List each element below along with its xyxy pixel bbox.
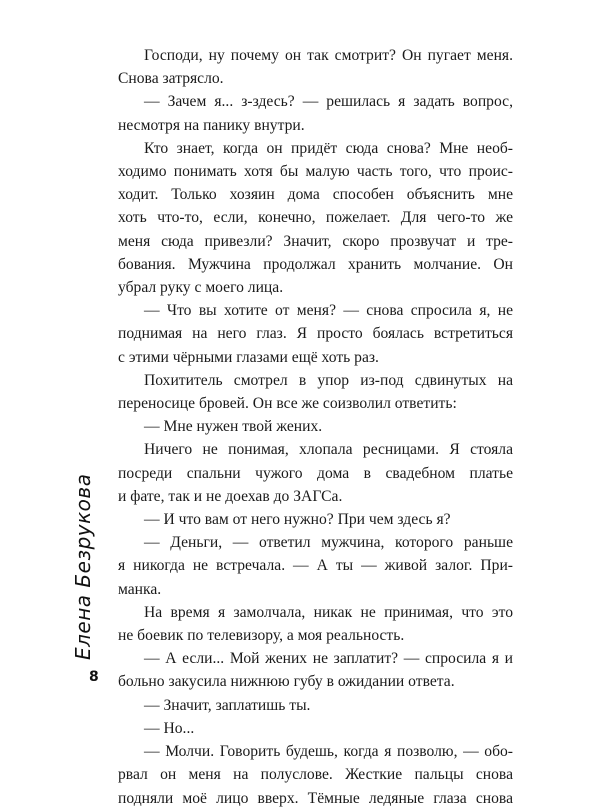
text-line: — А если... Мой жених не заплатит? — спросила я и: [144, 650, 513, 668]
text-line: подняли моё лицо вверх. Тёмные ледяные глаза снова: [118, 789, 513, 807]
text-line: — И что вам от него нужно? При чем здесь я?: [144, 511, 451, 529]
text-line: поднимая на него глаз. Я просто боялась встретиться: [118, 325, 513, 343]
text-line: — Значит, заплатишь ты.: [144, 696, 311, 714]
text-line: Похититель смотрел в упор из-под сдвинутых на: [144, 371, 513, 389]
text-line: хоть что-то, если, конечно, пожелает. Для чего-то же: [118, 209, 513, 227]
text-line: Господи, ну почему он так смотрит? Он пугает меня.: [144, 47, 513, 64]
text-line: рвал он меня на полуслове. Жесткие пальцы снова: [118, 766, 513, 784]
text-line: не боевик по телевизору, а моя реальность.: [118, 627, 405, 645]
text-line: больно закусила нижнюю губу в ожидании ответа.: [118, 673, 455, 691]
text-line: и фате, так и не доехав до ЗАГСа.: [118, 487, 343, 505]
text-line: — Деньги, — ответил мужчина, которого раньше: [144, 534, 513, 552]
text-line: манка.: [118, 580, 162, 598]
text-line: переносице бровей. Он все же соизволил ответить:: [118, 395, 457, 413]
text-line: меня сюда привезли? Значит, скоро прозвучат и тре-: [118, 232, 513, 250]
text-line: ходимо понимать хотя бы малую часть того, что проис-: [118, 163, 513, 181]
text-line: — Но...: [144, 719, 195, 737]
page-number: 8: [89, 669, 99, 685]
text-line: я никогда не встречала. — А ты — живой залог. При-: [118, 557, 513, 575]
text-line: убрал руку с моего лица.: [118, 279, 284, 297]
text-line: — Мне нужен твой жених.: [144, 418, 323, 436]
text-line: с этими чёрными глазами ещё хоть раз.: [118, 348, 379, 366]
text-line: — Что вы хотите от меня? — снова спросила я, не: [144, 302, 513, 320]
text-line: Снова затрясло.: [118, 70, 224, 88]
author-name: Елена Безрукова: [71, 473, 95, 660]
text-line: — Зачем я... з-здесь? — решилась я задать вопрос,: [144, 93, 513, 111]
text-line: Кто знает, когда он придёт сюда снова? Мне необ-: [144, 139, 513, 157]
text-line: На время я замолчала, никак не принимая, что это: [144, 603, 513, 621]
text-line: посреди спальни чужого дома в свадебном платье: [118, 464, 513, 482]
text-line: бования. Мужчина продолжал хранить молчание. Он: [118, 255, 513, 273]
text-line: ходит. Только хозяин дома способен объяснить мне: [118, 186, 513, 204]
text-line: несмотря на панику внутри.: [118, 116, 305, 134]
page-text: [118, 44, 513, 810]
text-line: Ничего не понимая, хлопала ресницами. Я стояла: [144, 441, 513, 459]
text-line: — Молчи. Говорить будешь, когда я позволю, — обо-: [144, 743, 513, 761]
